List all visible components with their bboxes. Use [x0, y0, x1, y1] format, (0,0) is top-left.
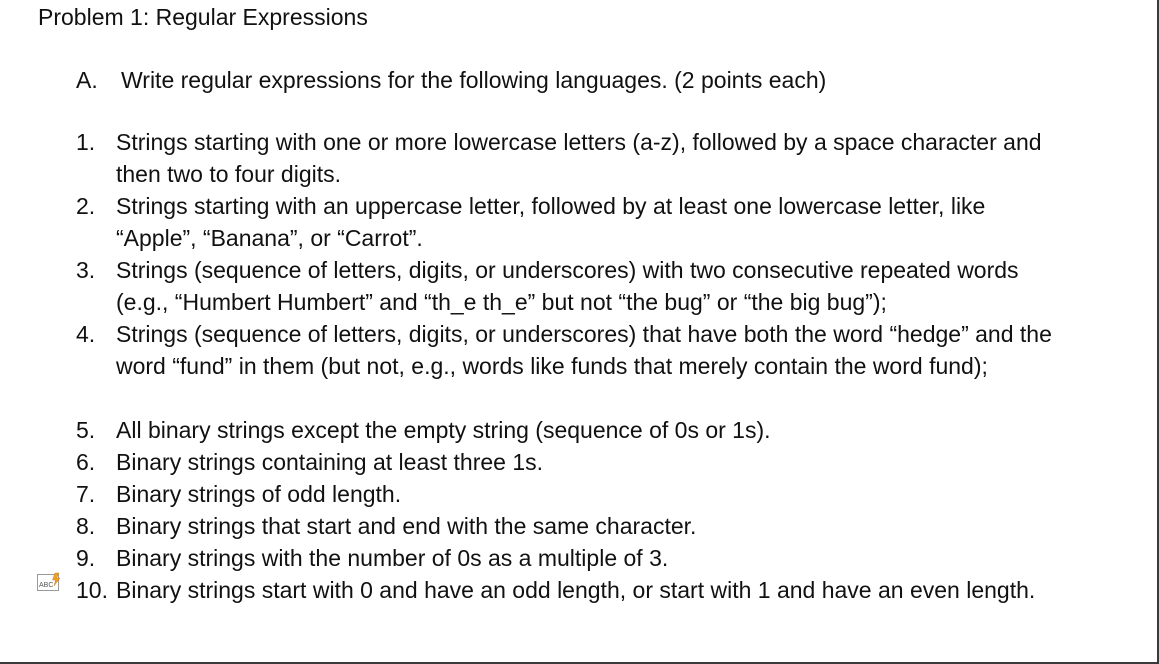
item-number: 6.	[76, 449, 96, 475]
item-number: 9.	[76, 545, 96, 571]
item-number: 2.	[76, 193, 96, 219]
item-number: 3.	[76, 257, 96, 283]
problem-list	[0, 126, 1157, 638]
item-text: Binary strings with the number of 0s as a multiple of 3.	[116, 545, 669, 571]
item-text: All binary strings except the empty string (sequence of 0s or 1s).	[116, 417, 771, 443]
list-item	[0, 414, 1157, 446]
item-number: 5.	[76, 417, 96, 443]
problem-title: Problem 1: Regular Expressions	[38, 4, 368, 30]
list-item	[0, 126, 1157, 190]
item-text: Strings (sequence of letters, digits, or underscores) that have both the word “hedge” and the word “fund” in them (but not, e.g., words like funds that merely contain the word fund);	[116, 321, 1052, 379]
list-item	[0, 318, 1157, 414]
list-item	[0, 446, 1157, 478]
item-text: Binary strings start with 0 and have an odd length, or start with 1 and have an even length.	[116, 577, 1036, 603]
section-letter: A.	[76, 67, 98, 93]
list-item	[0, 542, 1157, 574]
item-text: Strings starting with one or more lowercase letters (a-z), followed by a space character and then two to four digits.	[116, 129, 1042, 187]
list-item	[0, 574, 1157, 638]
item-text: Strings starting with an uppercase letter, followed by at least one lowercase letter, like “Apple”, “Banana”, or “Carrot”.	[116, 193, 986, 251]
list-item	[0, 254, 1157, 318]
item-number: 8.	[76, 513, 96, 539]
spelling-check-icon[interactable]	[37, 572, 61, 592]
item-text: Binary strings containing at least three 1s.	[116, 449, 544, 475]
item-text: Binary strings that start and end with the same character.	[116, 513, 697, 539]
item-number: 10.	[76, 577, 108, 603]
item-number: 4.	[76, 321, 96, 347]
list-item	[0, 190, 1157, 254]
item-number: 7.	[76, 481, 96, 507]
item-text: Strings (sequence of letters, digits, or underscores) with two consecutive repeated words (e.g., “Humbert Humbert” and “th_e th_e” but not “the bug” or “the big bug”);	[116, 257, 1019, 315]
spell-icon-label: ABC	[39, 582, 54, 589]
item-text: Binary strings of odd length.	[116, 481, 402, 507]
item-number: 1.	[76, 129, 96, 155]
section-instructions: Write regular expressions for the following languages. (2 points each)	[121, 67, 827, 93]
list-item	[0, 510, 1157, 542]
list-item	[0, 478, 1157, 510]
